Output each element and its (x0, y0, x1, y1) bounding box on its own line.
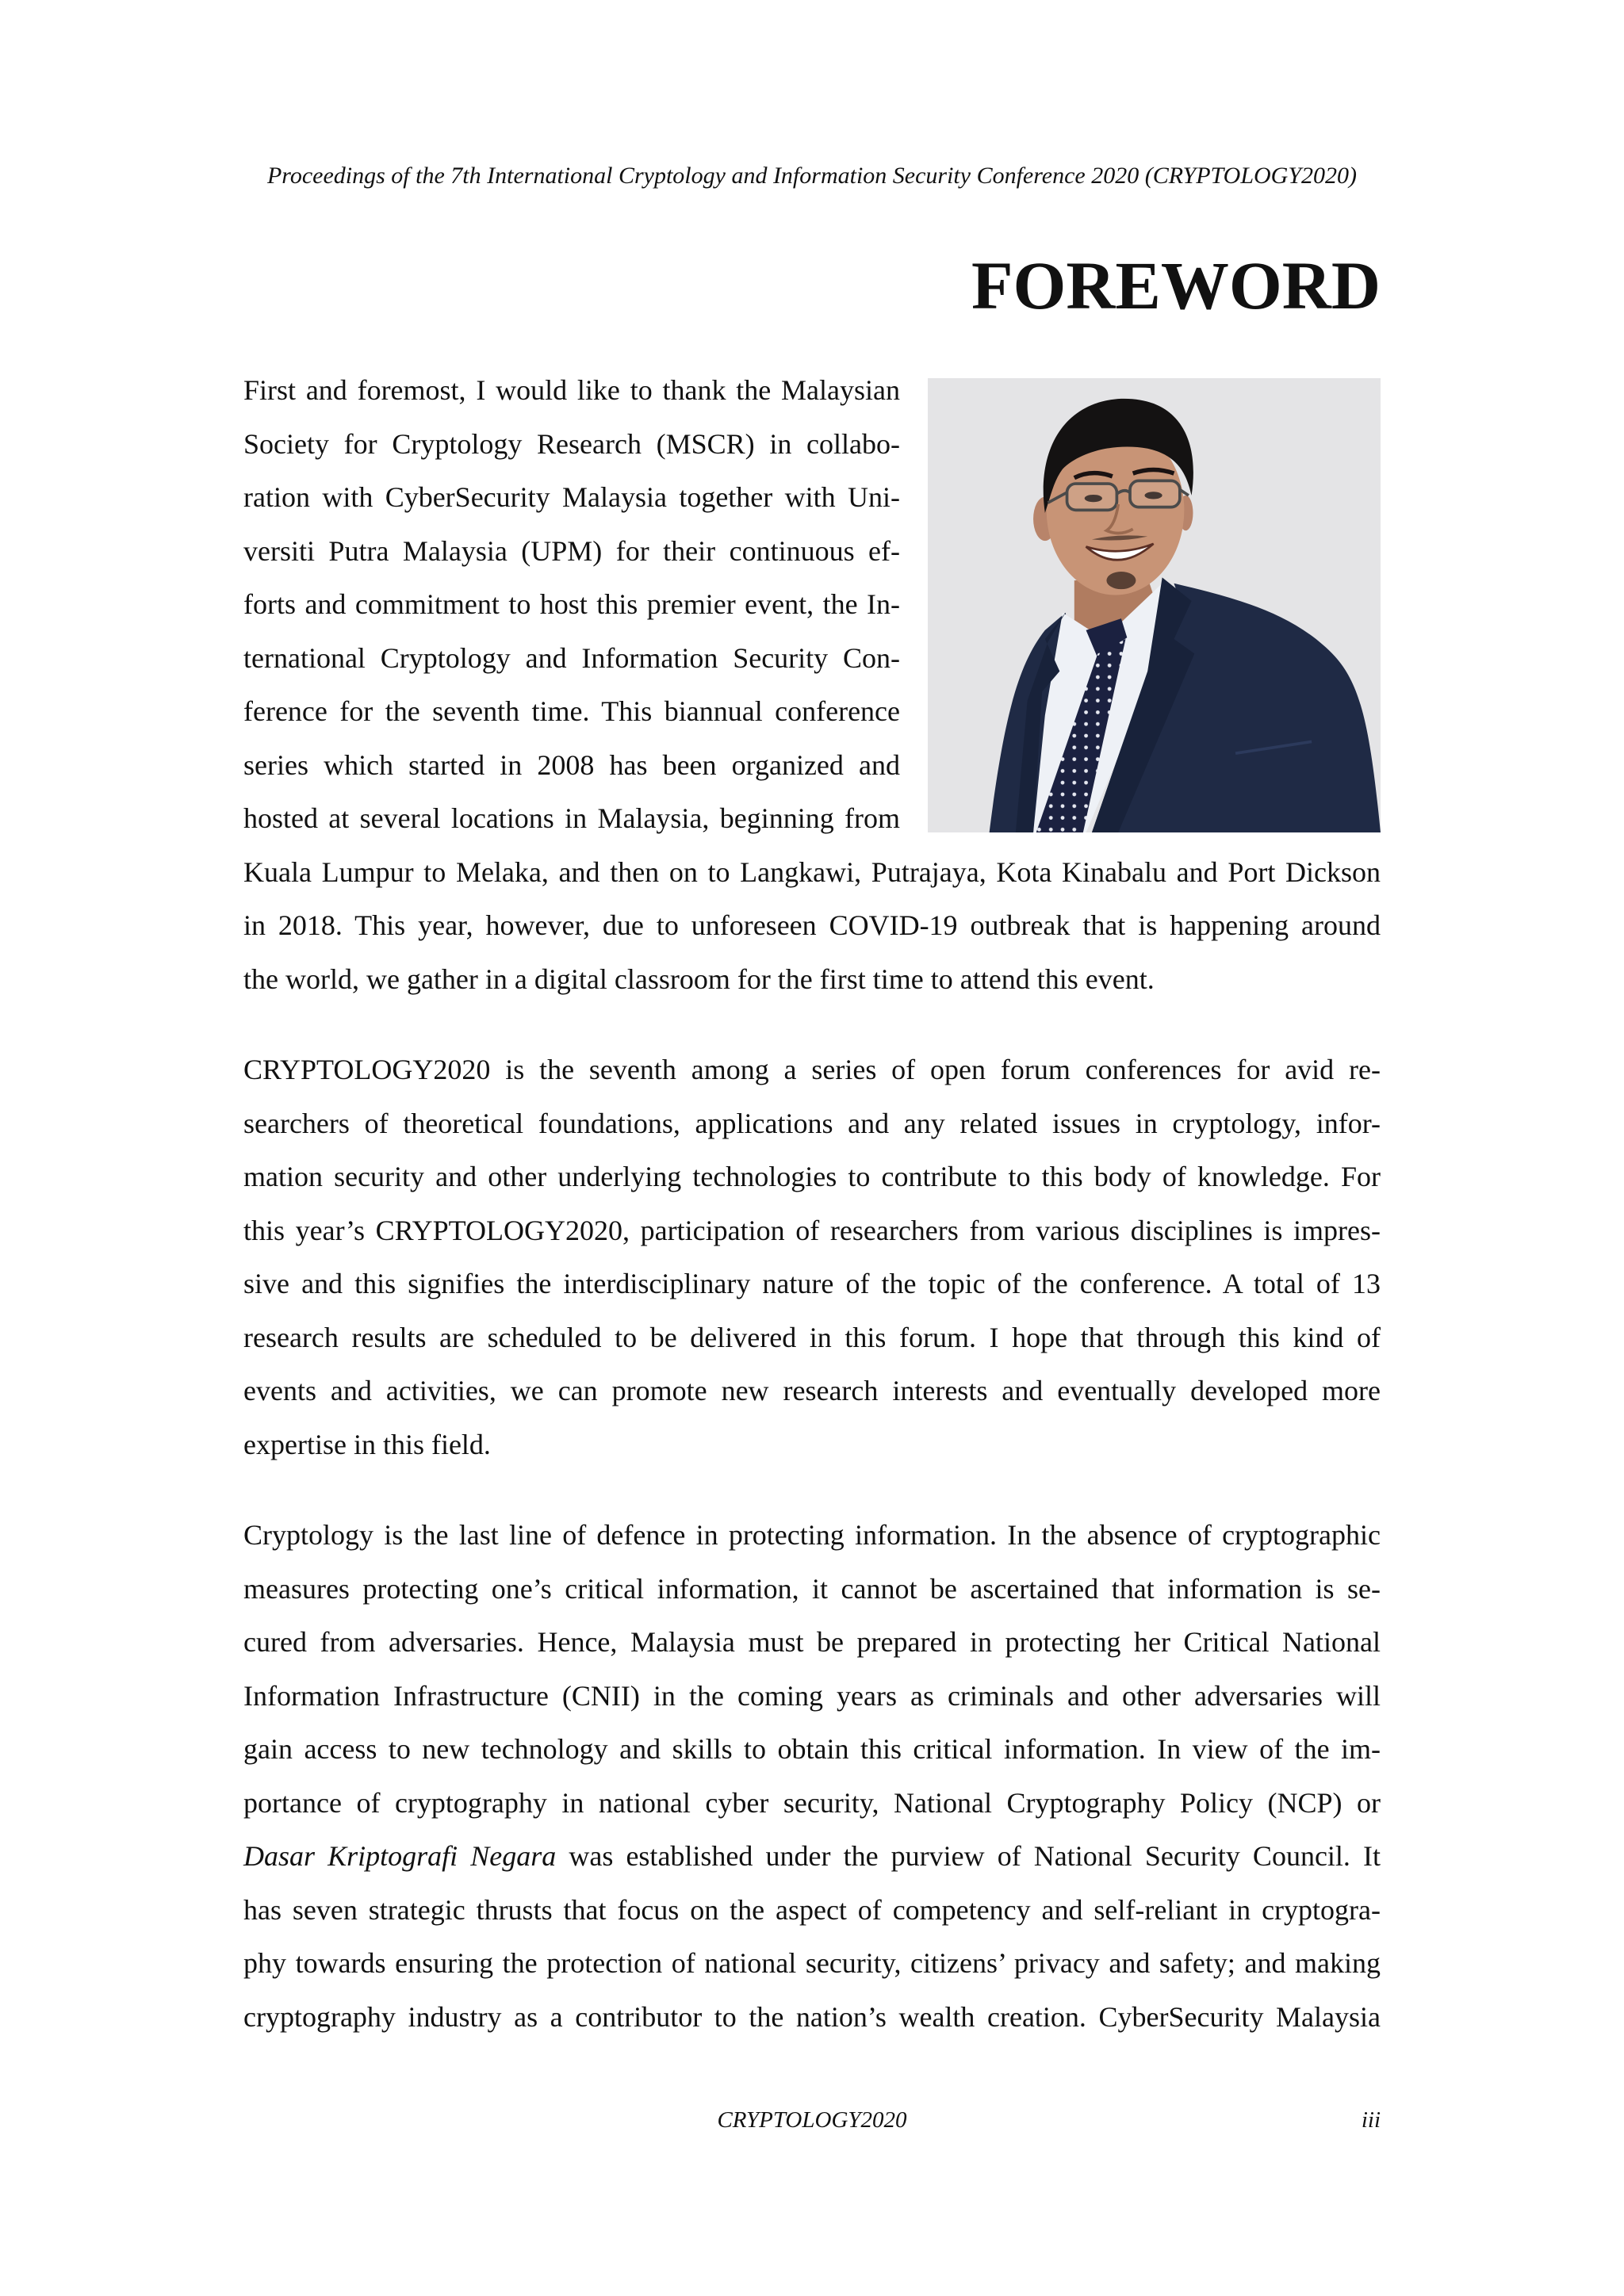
author-portrait-photo (928, 378, 1381, 832)
text-line (243, 1830, 1381, 1884)
text-line: ration with CyberSecurity Malaysia together with Uni- (243, 481, 900, 513)
text-line: expertise in this field. (243, 1428, 491, 1460)
text-line: Kuala Lumpur to Melaka, and then on to Langkawi, Putrajaya, Kota Kinabalu and Port Dickson (243, 855, 1381, 888)
text-segment: was established under the purview of National Security Council. It (556, 1840, 1381, 1872)
text-line: this year’s CRYPTOLOGY2020, participation of researchers from various disciplines is impres- (243, 1214, 1381, 1246)
text-line: measures protecting one’s critical information, it cannot be ascertained that information is se- (243, 1572, 1381, 1605)
emphasized-text: Dasar Kriptografi Negara (243, 1840, 557, 1872)
text-line: First and foremost, I would like to thank the Malaysian (243, 374, 900, 406)
text-line: Cryptology is the last line of defence in protecting information. In the absence of cryptographic (243, 1519, 1381, 1551)
page-title: FOREWORD (971, 247, 1381, 323)
foreword-body (243, 364, 1381, 2044)
text-line: portance of cryptography in national cyber security, National Cryptography Policy (NCP) or (243, 1786, 1381, 1819)
text-line: the world, we gather in a digital classroom for the first time to attend this event. (243, 962, 1155, 995)
text-line: sive and this signifies the interdisciplinary nature of the topic of the conference. A total of 13 (243, 1268, 1381, 1299)
text-line: CRYPTOLOGY2020 is the seventh among a series of open forum conferences for avid re- (243, 1054, 1381, 1085)
text-line: in 2018. This year, however, due to unforeseen COVID-19 outbreak that is happening around (243, 909, 1381, 941)
glasses-left-lens (1067, 484, 1117, 510)
text-line: hosted at several locations in Malaysia, beginning from (243, 802, 900, 834)
text-line: has seven strategic thrusts that focus on the aspect of competency and self-reliant in cryptogra- (243, 1893, 1381, 1926)
glasses-right-lens (1130, 480, 1180, 507)
text-line: cured from adversaries. Hence, Malaysia must be prepared in protecting her Critical National (243, 1626, 1381, 1658)
text-line: phy towards ensuring the protection of national security, citizens’ privacy and safety; and making (243, 1947, 1381, 1979)
foreword-paragraph (243, 1509, 1381, 2044)
text-line: Information Infrastructure (CNII) in the coming years as criminals and other adversaries will (243, 1679, 1381, 1712)
text-line: searchers of theoretical foundations, applications and any related issues in cryptology, infor- (243, 1107, 1381, 1139)
text-line: mation security and other underlying technologies to contribute to this body of knowledge. For (243, 1161, 1381, 1192)
text-line: Society for Cryptology Research (MSCR) in collabo- (243, 427, 900, 460)
text-line: gain access to new technology and skills to obtain this critical information. In view of the im- (243, 1733, 1381, 1765)
footer-conference: CRYPTOLOGY2020 (717, 2107, 907, 2133)
page-number: iii (1361, 2107, 1381, 2133)
text-line: versiti Putra Malaysia (UPM) for their continuous ef- (243, 534, 900, 567)
text-line: ference for the seventh time. This biannual conference (243, 695, 900, 727)
portrait-image (928, 378, 1381, 832)
text-line: cryptography industry as a contributor to the nation’s wealth creation. CyberSecurity Malaysia (243, 2000, 1381, 2033)
text-line: research results are scheduled to be delivered in this forum. I hope that through this kind of (243, 1321, 1381, 1353)
text-line: ternational Cryptology and Information Security Con- (243, 641, 900, 674)
text-line: series which started in 2008 has been organized and (243, 748, 900, 781)
text-line: forts and commitment to host this premier event, the In- (243, 588, 900, 620)
running-header: Proceedings of the 7th International Cryptology and Information Security Conference 2020 (CRYPTOLOGY2020) (266, 163, 1358, 189)
text-line: events and activities, we can promote new research interests and eventually developed more (243, 1375, 1381, 1406)
foreword-paragraph (243, 1043, 1381, 1471)
goatee (1106, 572, 1136, 589)
